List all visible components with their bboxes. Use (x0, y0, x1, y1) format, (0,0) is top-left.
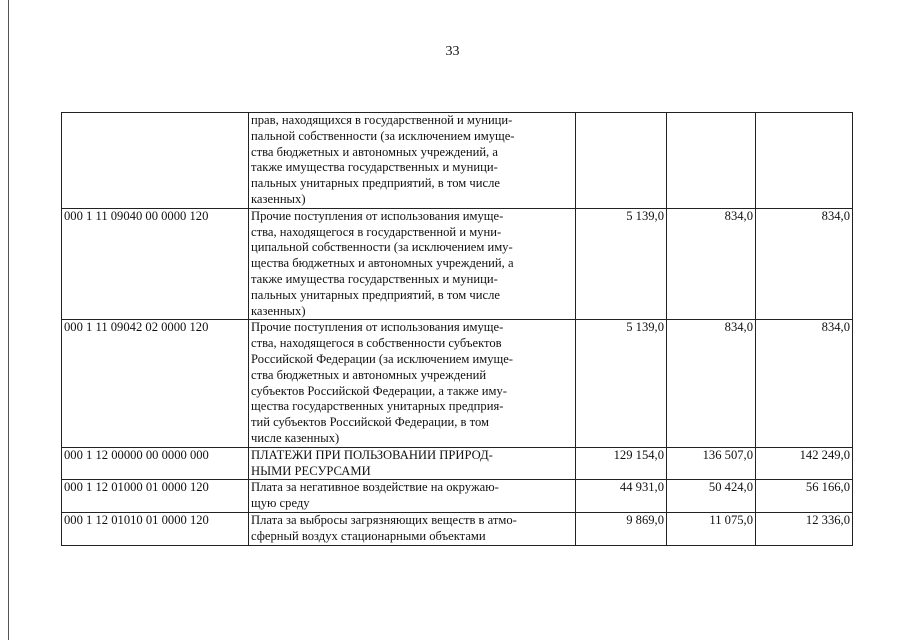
table-row (62, 480, 853, 513)
amount-year2-cell: 11 075,0 (667, 512, 756, 545)
revenue-name-line: Российской Федерации (за исключением имуще- (251, 351, 514, 366)
revenue-name-line: ства, находящегося в государственной и муни- (251, 224, 502, 239)
amount-year3-cell (756, 113, 853, 209)
amount-year1-cell (576, 113, 667, 209)
revenue-name-line: прав, находящихся в государственной и муници- (251, 113, 513, 127)
revenue-name-cell (249, 447, 576, 480)
revenue-name-line: щества бюджетных и автономных учреждений, а (251, 256, 514, 271)
revenue-name-line: НЫМИ РЕСУРСАМИ (251, 463, 371, 478)
amount-year2-cell (667, 113, 756, 209)
revenue-name-line: Плата за выбросы загрязняющих веществ в атмо- (251, 512, 517, 527)
revenue-name-line: также имущества государственных и муници- (251, 271, 498, 286)
budget-code-cell (62, 113, 249, 209)
revenue-name-cell (249, 512, 576, 545)
amount-year1-cell: 9 869,0 (576, 512, 667, 545)
revenue-name-line: ципальной собственности (за исключением иму- (251, 240, 513, 255)
amount-year2-cell: 50 424,0 (667, 480, 756, 513)
amount-year1-cell: 44 931,0 (576, 480, 667, 513)
budget-code-cell: 000 1 11 09040 00 0000 120 (62, 208, 249, 320)
revenue-name-line: щую среду (251, 496, 310, 511)
budget-table (61, 112, 853, 546)
revenue-name-line: пальных унитарных предприятий, в том числе (251, 176, 500, 191)
revenue-name-cell (249, 480, 576, 513)
budget-code-cell: 000 1 12 01010 01 0000 120 (62, 512, 249, 545)
revenue-name-line: числе казенных) (251, 430, 340, 445)
revenue-name-cell (249, 320, 576, 447)
budget-code-cell: 000 1 11 09042 02 0000 120 (62, 320, 249, 447)
amount-year1-cell: 5 139,0 (576, 208, 667, 320)
amount-year1-cell: 129 154,0 (576, 447, 667, 480)
amount-year1-cell: 5 139,0 (576, 320, 667, 447)
table-row (62, 208, 853, 320)
amount-year3-cell: 834,0 (756, 320, 853, 447)
table-row (62, 320, 853, 447)
revenue-name-cell (249, 113, 576, 209)
page-number: 33 (445, 44, 460, 59)
revenue-name-line: тий субъектов Российской Федерации, в том (251, 415, 490, 430)
revenue-name-line: сферный воздух стационарными объектами (251, 528, 486, 543)
amount-year3-cell: 834,0 (756, 208, 853, 320)
amount-year3-cell: 12 336,0 (756, 512, 853, 545)
budget-code-cell: 000 1 12 01000 01 0000 120 (62, 480, 249, 513)
revenue-name-line: также имущества государственных и муници- (251, 160, 498, 175)
amount-year2-cell: 834,0 (667, 320, 756, 447)
revenue-name-cell (249, 208, 576, 320)
revenue-name-line: ства бюджетных и автономных учреждений (251, 367, 487, 382)
revenue-name-line: щества государственных унитарных предприя- (251, 399, 504, 414)
revenue-name-line: Прочие поступления от использования имуще- (251, 208, 504, 223)
revenue-name-line: ства, находящегося в собственности субъектов (251, 336, 502, 351)
amount-year2-cell: 136 507,0 (667, 447, 756, 480)
table-row (62, 113, 853, 209)
amount-year3-cell: 142 249,0 (756, 447, 853, 480)
page-left-edge (8, 0, 9, 640)
amount-year2-cell: 834,0 (667, 208, 756, 320)
revenue-name-line: ПЛАТЕЖИ ПРИ ПОЛЬЗОВАНИИ ПРИРОД- (251, 447, 493, 462)
revenue-name-line: Плата за негативное воздействие на окружаю- (251, 480, 499, 495)
revenue-name-line: казенных) (251, 303, 306, 318)
revenue-name-line: ства бюджетных и автономных учреждений, а (251, 144, 498, 159)
revenue-name-line: пальной собственности (за исключением имуще- (251, 128, 515, 143)
revenue-name-line: субъектов Российской Федерации, а также иму- (251, 383, 507, 398)
table-row (62, 447, 853, 480)
revenue-name-line: казенных) (251, 191, 306, 206)
amount-year3-cell: 56 166,0 (756, 480, 853, 513)
revenue-name-line: пальных унитарных предприятий, в том числе (251, 287, 500, 302)
revenue-name-line: Прочие поступления от использования имуще- (251, 320, 504, 335)
budget-code-cell: 000 1 12 00000 00 0000 000 (62, 447, 249, 480)
table-row (62, 512, 853, 545)
